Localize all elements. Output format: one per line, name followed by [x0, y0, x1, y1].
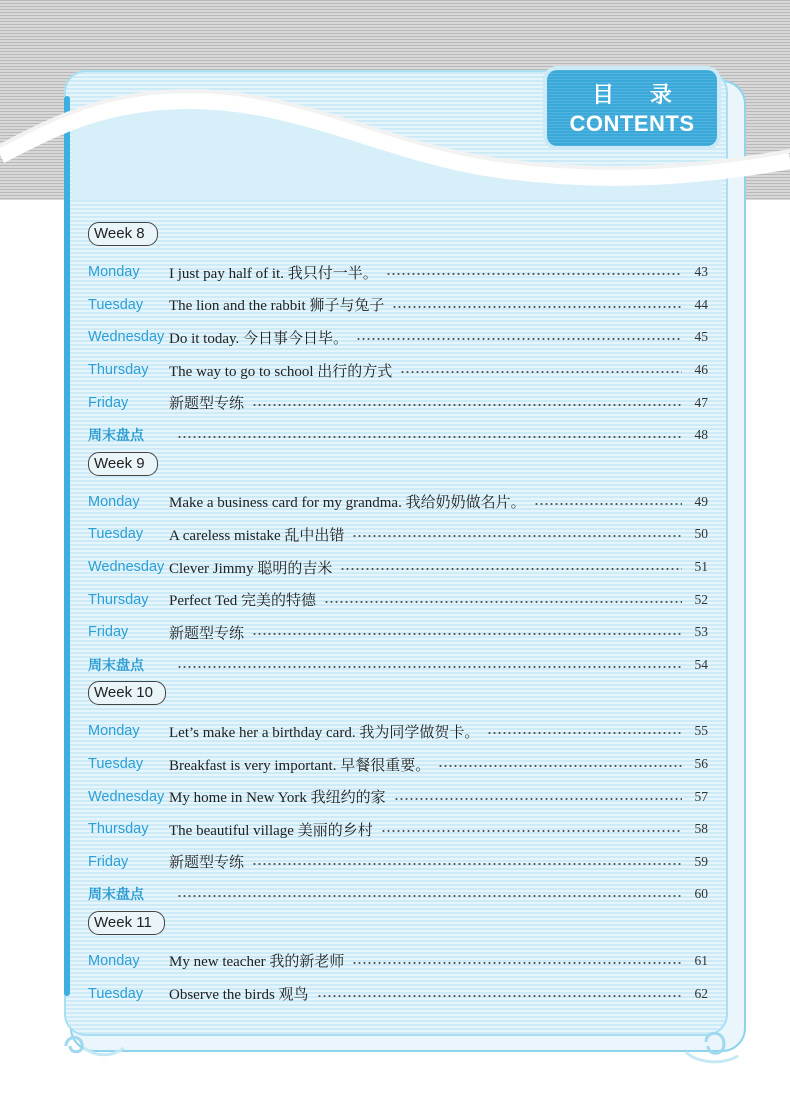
toc-entry[interactable] [88, 846, 708, 879]
day-label: Friday [88, 394, 129, 411]
contents-badge [547, 70, 717, 146]
toc-entry[interactable] [88, 289, 708, 322]
toc-entry[interactable] [88, 780, 708, 813]
day-label: Tuesday [88, 526, 144, 543]
week-label: Week 8 [88, 222, 158, 246]
page-number: 54 [694, 656, 708, 672]
page-number: 51 [694, 559, 708, 575]
dot-leader [177, 666, 682, 668]
dot-leader [177, 436, 682, 438]
toc-entry[interactable] [88, 616, 708, 649]
weekend-review-label: 周末盘点 [88, 428, 144, 445]
page-number: 55 [694, 723, 708, 739]
dot-leader [534, 503, 682, 505]
entry-title: My home in New York 我纽约的家 [169, 790, 386, 807]
day-label: Monday [88, 952, 140, 969]
toc-entry[interactable] [88, 583, 708, 616]
page-number: 47 [694, 394, 708, 410]
swirl-ornament-right [676, 1022, 746, 1072]
week-label: Week 11 [88, 911, 165, 935]
page-number: 58 [694, 821, 708, 837]
weekend-review-label: 周末盘点 [88, 657, 144, 674]
entry-title: Observe the birds 观鸟 [169, 987, 309, 1004]
page-number: 57 [694, 788, 708, 804]
dot-leader [386, 273, 682, 275]
toc-entry[interactable] [88, 748, 708, 781]
week-header [88, 452, 708, 486]
entry-title: 新题型专练 [169, 855, 245, 872]
dot-leader [400, 371, 682, 373]
entry-title: The lion and the rabbit 狮子与兔子 [169, 298, 385, 315]
day-label: Tuesday [88, 756, 144, 773]
dot-leader [177, 895, 682, 897]
day-label: Monday [88, 723, 140, 740]
toc-entry[interactable] [88, 813, 708, 846]
day-label: Wednesday [88, 559, 165, 576]
dot-leader [438, 765, 682, 767]
toc-entry[interactable] [88, 518, 708, 551]
dot-leader [487, 732, 682, 734]
week-header [88, 911, 708, 945]
entry-title: The way to go to school 出行的方式 [169, 363, 393, 380]
entry-title: Breakfast is very important. 早餐很重要。 [169, 757, 431, 774]
toc-entry[interactable] [88, 945, 708, 978]
toc-entry[interactable] [88, 649, 708, 682]
dot-leader [252, 863, 682, 865]
dot-leader [252, 404, 682, 406]
page-number: 56 [694, 756, 708, 772]
entry-title: Perfect Ted 完美的特德 [169, 593, 316, 610]
page-number: 45 [694, 329, 708, 345]
entry-title: Do it today. 今日事今日毕。 [169, 330, 349, 347]
toc-entry[interactable] [88, 551, 708, 584]
day-label: Thursday [88, 591, 149, 608]
day-label: Friday [88, 853, 129, 870]
table-of-contents [88, 222, 708, 1010]
day-label: Monday [88, 264, 140, 281]
week-header [88, 681, 708, 715]
toc-entry[interactable] [88, 321, 708, 354]
day-label: Thursday [88, 821, 149, 838]
contents-title-cn: 目 录 [592, 83, 686, 108]
page-number: 60 [694, 886, 708, 902]
dot-leader [394, 798, 682, 800]
toc-entry[interactable] [88, 419, 708, 452]
dot-leader [340, 568, 682, 570]
toc-entry[interactable] [88, 354, 708, 387]
entry-title: A careless mistake 乱中出错 [169, 527, 345, 544]
entry-title: 新题型专练 [169, 396, 245, 413]
entry-title: The beautiful village 美丽的乡村 [169, 822, 373, 839]
page-number: 50 [694, 526, 708, 542]
entry-title: Make a business card for my grandma. 我给奶奶做名片。 [169, 495, 526, 512]
page-number: 61 [694, 952, 708, 968]
day-label: Tuesday [88, 985, 144, 1002]
page-number: 62 [694, 985, 708, 1001]
toc-entry[interactable] [88, 486, 708, 519]
entry-title: Let’s make her a birthday card. 我为同学做贺卡。 [169, 724, 480, 741]
toc-entry[interactable] [88, 715, 708, 748]
page-number: 49 [694, 493, 708, 509]
entry-title: 新题型专练 [169, 625, 245, 642]
page-number: 53 [694, 624, 708, 640]
week-header [88, 222, 708, 256]
dot-leader [317, 995, 682, 997]
page-number: 44 [694, 296, 708, 312]
day-label: Thursday [88, 362, 149, 379]
dot-leader [381, 830, 682, 832]
page-number: 46 [694, 362, 708, 378]
contents-title-en: CONTENTS [569, 111, 695, 136]
day-label: Monday [88, 493, 140, 510]
toc-entry[interactable] [88, 386, 708, 419]
toc-entry[interactable] [88, 878, 708, 911]
page-number: 43 [694, 264, 708, 280]
toc-entry[interactable] [88, 256, 708, 289]
day-label: Tuesday [88, 296, 144, 313]
entry-title: My new teacher 我的新老师 [169, 954, 345, 971]
page-number: 59 [694, 853, 708, 869]
toc-entry[interactable] [88, 977, 708, 1010]
dot-leader [352, 962, 682, 964]
swirl-ornament-left [58, 1026, 128, 1066]
card-edge-decoration [64, 96, 70, 996]
week-label: Week 9 [88, 452, 158, 476]
day-label: Friday [88, 624, 129, 641]
page-number: 52 [694, 591, 708, 607]
dot-leader [392, 306, 682, 308]
entry-title: I just pay half of it. 我只付一半。 [169, 265, 378, 282]
dot-leader [252, 633, 682, 635]
weekend-review-label: 周末盘点 [88, 887, 144, 904]
page-number: 48 [694, 427, 708, 443]
dot-leader [324, 601, 682, 603]
day-label: Wednesday [88, 329, 165, 346]
dot-leader [356, 338, 682, 340]
day-label: Wednesday [88, 788, 165, 805]
dot-leader [352, 535, 682, 537]
week-label: Week 10 [88, 681, 166, 705]
entry-title: Clever Jimmy 聪明的吉米 [169, 560, 333, 577]
